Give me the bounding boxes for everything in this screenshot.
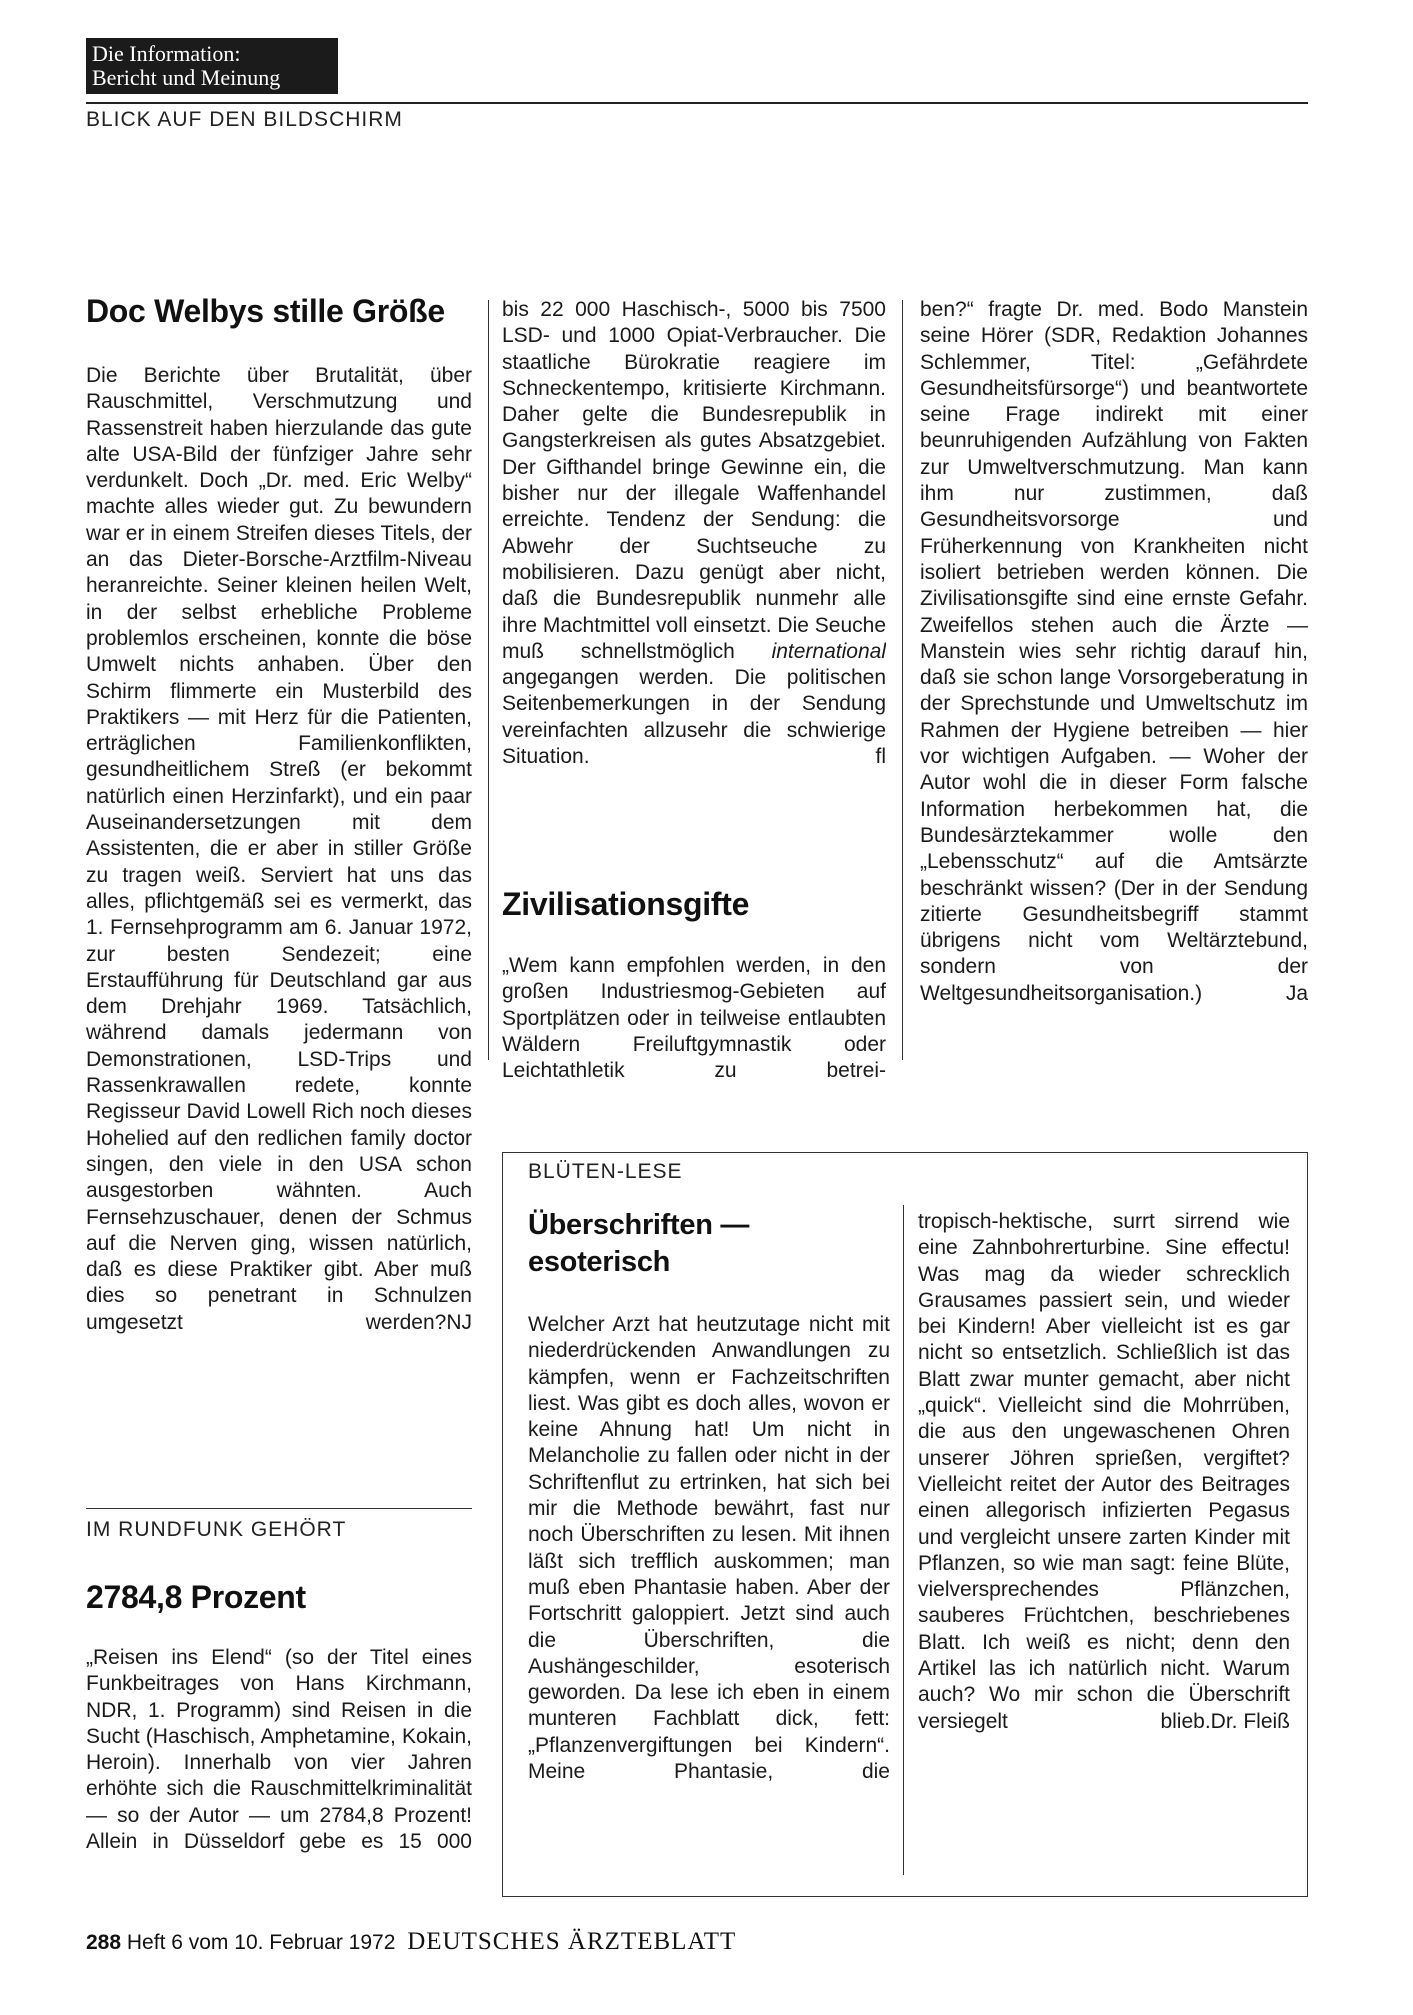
- signature-prozent: fl: [875, 745, 886, 769]
- magazine-name: DEUTSCHES ÄRZTEBLATT: [407, 1928, 737, 1955]
- issue-info: Heft 6 vom 10. Februar 1972: [126, 1931, 396, 1954]
- kicker-line-2: Bericht und Meinung: [92, 65, 281, 90]
- article-text-prozent-col2-em: international: [771, 639, 886, 663]
- signature-blueten-lese: Dr. Fleiß: [1210, 1709, 1290, 1733]
- article-text-welby: Die Berichte über Brutalität, über Rauschmittel, Verschmutzung und Rassenstreit haben hierzulande das gute alte USA-Bild der fünfziger Jahre sehr verdunkelt. Doch „Dr. med. Eric Welby“ machte alles wieder gut. Zu bewundern war er in einem Streifen dieses Titels, der an das Dieter-Borsche-Arztfilm-Niveau heranreichte. Seiner kleinen heilen Welt, in der selbst erhebliche Probleme problemlos erscheinen, konnte die böse Umwelt nichts anhaben. Über den Schirm flimmerte ein Musterbild des Praktikers — mit Herz für die Patienten, erträglichen Familienkonflikten, gesundheitlichem Streß (er bekommt natürlich einen Herzinfarkt), und ein paar Auseinandersetzungen mit dem Assistenten, die er aber in stiller Größe zu tragen weiß. Serviert hat uns das alles, pflichtgemäß sei es vermerkt, das 1. Fernsehprogramm am 6. Januar 1972, zur besten Sendezeit; eine Erstaufführung für Deutschland gar aus dem Drehjahr 1969. Tatsächlich, während damals jedermann von Demonstrationen, LSD-Trips und Rassenkrawallen redete, konnte Regisseur David Lowell Rich noch dieses Hohelied auf den redlichen family doctor singen, den viele in den USA schon ausgestorben wähnten. Auch Fernsehzuschauer, denen der Schmus auf die Nerven ging, wissen natürlich, daß es diese Praktiker gibt. Aber muß dies so penetrant in Schnulzen umgesetzt werden?: [86, 364, 472, 1334]
- box-column-divider: [903, 1205, 904, 1875]
- article-text-prozent-col2-b: angegangen werden. Die politischen Seitenbemerkungen in der Sendung vereinfachten allzusehr die schwierige Situation.: [502, 666, 886, 769]
- box-body-col2: [918, 1209, 1290, 1871]
- section-label-bildschirm: BLICK AUF DEN BILDSCHIRM: [86, 108, 403, 131]
- box-text-col2: tropisch-hektische, surrt sirrend wie eine Zahnbohrerturbine. Sine effectu! Was mag da wieder schrecklich Grausames passiert sein, und wieder bei Kindern! Aber vielleicht ist es gar nicht so entsetzlich. Schließlich ist das Blatt zwar munter gemacht, aber nicht „quick“. Vielleicht sind die Mohrrüben, die aus den ungewaschenen Ohren unserer Jöhren sprießen, vergiftet? Vielleicht reitet der Autor des Beitrages einen allegorisch infizierten Pegasus und vergleicht unsere zarten Kinder mit Pflanzen, so wie man sagt: feine Blüte, vielversprechendes Pflänzchen, sauberes Früchtchen, beschriebenes Blatt. Ich weiß es nicht; denn den Artikel las ich natürlich nicht. Warum auch? Wo mir schon die Überschrift versiegelt blieb.: [918, 1210, 1290, 1733]
- article-title-prozent: 2784,8 Prozent: [86, 1579, 306, 1615]
- box-body-col1: [528, 1312, 890, 1868]
- article-body-welby: [86, 363, 472, 1498]
- box-title-line-1: Überschriften —: [528, 1209, 750, 1241]
- kicker-box: [86, 38, 338, 94]
- article-body-zivilisationsgifte-col3: [920, 297, 1308, 1087]
- article-body-zivilisationsgifte-col2: [502, 953, 886, 1088]
- article-text-prozent-col1: „Reisen ins Elend“ (so der Titel eines Funkbeitrages von Hans Kirchmann, NDR, 1. Programm) sind Reisen in die Sucht (Haschisch, Amphetamine, Kokain, Heroin). Innerhalb von vier Jahren erhöhte sich die Rauschmittelkriminalität — so der Autor — um 2784,8 Prozent! Allein in Düsseldorf gebe es 15 000: [86, 1646, 472, 1854]
- signature-zivilisationsgifte: Ja: [1285, 981, 1308, 1005]
- box-title: [528, 1207, 888, 1281]
- article-body-prozent-col1: [86, 1645, 472, 1885]
- article-text-prozent-col2-a: bis 22 000 Haschisch-, 5000 bis 7500 LSD- und 1000 Opiat-Verbraucher. Die staatliche Bürokratie reagiere im Schneckentempo, kritisierte Kirchmann. Daher gelte die Bundesrepublik in Gangsterkreisen als gutes Absatzgebiet. Der Gifthandel bringe Gewinne ein, die bisher nur der illegale Waffenhandel erreichte. Tendenz der Sendung: die Abwehr der Suchtseuche zu mobilisieren. Dazu genügt aber nicht, daß die Bundesrepublik nunmehr alle ihre Machtmittel voll einsetzt. Die Seuche muß schnellstmöglich: [502, 298, 886, 663]
- box-title-line-2: esoterisch: [528, 1246, 671, 1278]
- page-number: 288: [86, 1931, 122, 1954]
- page-footer: [86, 1928, 986, 1956]
- section-label-blueten-lese: BLÜTEN-LESE: [528, 1160, 683, 1183]
- kicker-line-1: Die Information:: [92, 41, 241, 66]
- column-divider-1: [488, 300, 489, 1060]
- article-body-prozent-col2: [502, 297, 886, 822]
- top-rule: [86, 102, 1308, 104]
- article-title-welby: Doc Welbys stille Größe: [86, 293, 445, 329]
- article-title-zivilisationsgifte: Zivilisationsgifte: [502, 886, 750, 922]
- section-label-rundfunk: IM RUNDFUNK GEHÖRT: [86, 1518, 347, 1541]
- box-text-col1: Welcher Arzt hat heutzutage nicht mit niederdrückenden Anwandlungen zu kämpfen, wenn er Fachzeitschriften liest. Was gibt es doch alles, wovon er keine Ahnung hat! Um nicht in Melancholie zu fallen oder nicht in der Schriftenflut zu ertrinken, hat sich bei mir die Methode bewährt, fast nur noch Überschriften zu lesen. Mit ihnen läßt sich trefflich auskommen; man muß eben Phantasie haben. Aber der Fortschritt galoppiert. Jetzt sind auch die Überschriften, die Aushängeschilder, esoterisch geworden. Da lese ich eben in einem munteren Fachblatt dick, fett: „Pflanzenvergiftungen bei Kindern“. Meine Phantasie, die: [528, 1313, 890, 1784]
- article-text-zivilisationsgifte-col2: „Wem kann empfohlen werden, in den großen Industriesmog-Gebieten auf Sportplätzen oder in teilweise entlaubten Wäldern Freiluftgymnastik oder Leichtathletik zu betrei-: [502, 954, 886, 1083]
- signature-welby: NJ: [446, 1310, 472, 1334]
- section-rule-rundfunk: [86, 1508, 472, 1509]
- column-divider-2: [902, 300, 903, 1060]
- article-text-zivilisationsgifte-col3: ben?“ fragte Dr. med. Bodo Manstein seine Hörer (SDR, Redaktion Johannes Schlemmer, Titel: „Gefährdete Gesundheitsfürsorge“) und beantwortete seine Frage indirekt mit einer beunruhigenden Aufzählung von Fakten zur Umweltverschmutzung. Man kann ihm nur zustimmen, daß Gesundheitsvorsorge und Früherkennung von Krankheiten nicht isoliert betrieben werden können. Die Zivilisationsgifte sind eine ernste Gefahr. Zweifellos stehen auch die Ärzte — Manstein wies sehr richtig darauf hin, daß sie schon lange Vorsorgeberatung in der Sprechstunde und Umweltschutz im Rahmen der Hygiene betreiben — hier vor wichtigen Aufgaben. — Woher der Autor wohl die in dieser Form falsche Information herbekommen hat, die Bundesärztekammer wolle den „Lebensschutz“ auf die Amtsärzte beschränkt wissen? (Der in der Sendung zitierte Gesundheitsbegriff stammt übrigens nicht vom Weltärztebund, sondern von der Weltgesundheitsorganisation.): [920, 298, 1308, 1005]
